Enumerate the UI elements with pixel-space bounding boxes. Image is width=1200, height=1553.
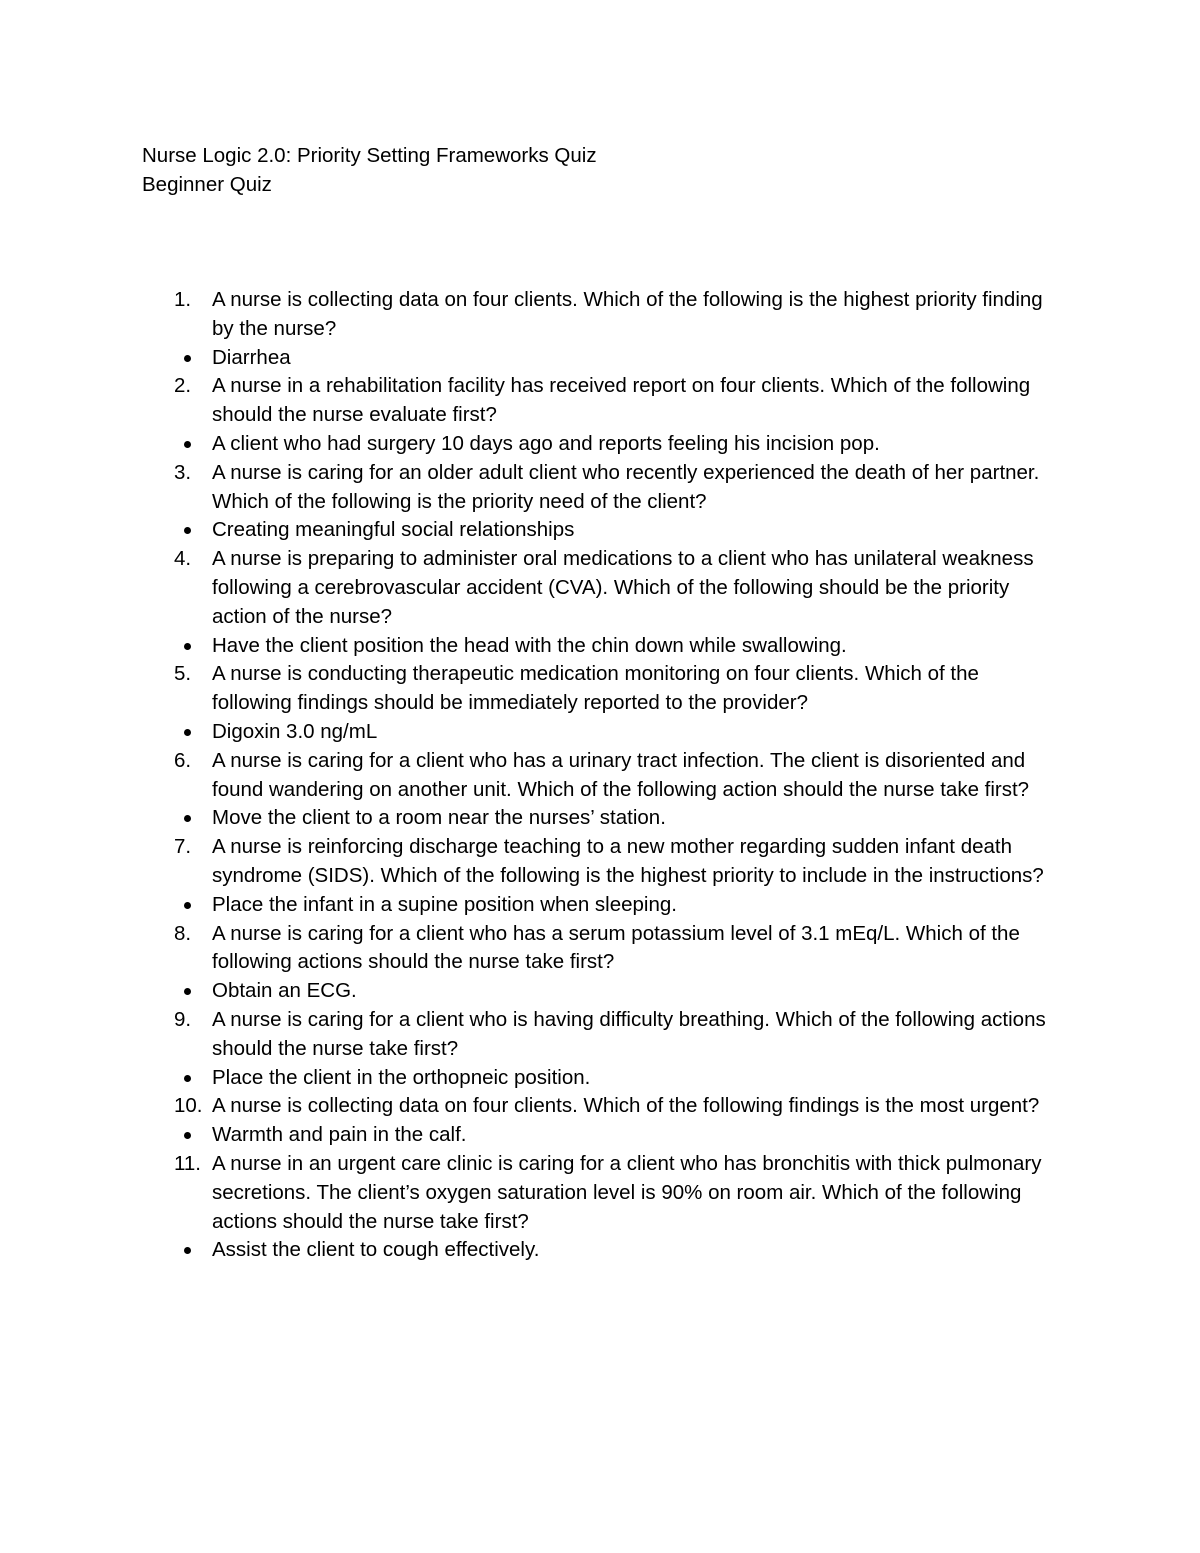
answer-text: Creating meaningful social relationships (212, 518, 575, 542)
question (142, 286, 1062, 344)
question-number: 10. (174, 1094, 203, 1118)
answer-text: Obtain an ECG. (212, 979, 357, 1003)
question-number: 4. (174, 547, 192, 571)
quiz-item-8 (142, 920, 1062, 1006)
question-text: A nurse in a rehabilitation facility has received report on four clients. Which of the following should the nurse evaluate first? (212, 374, 1031, 427)
question (142, 747, 1062, 805)
question-number: 3. (174, 460, 192, 484)
answer (142, 1236, 1062, 1265)
question-number: 5. (174, 662, 192, 686)
quiz-question-list (142, 286, 1062, 1265)
answer (142, 344, 1062, 373)
question-number: 6. (174, 748, 192, 772)
quiz-item-1 (142, 286, 1062, 372)
quiz-item-3 (142, 459, 1062, 545)
answer-text: Have the client position the head with the chin down while swallowing. (212, 633, 847, 657)
answer (142, 1064, 1062, 1093)
answer (142, 804, 1062, 833)
question-text: A nurse is caring for a client who has a serum potassium level of 3.1 mEq/L. Which of the following actions should the nurse take first? (212, 921, 1020, 974)
answer (142, 977, 1062, 1006)
answer (142, 632, 1062, 661)
question-text: A nurse is conducting therapeutic medication monitoring on four clients. Which of the following findings should be immediately reported to the provider? (212, 662, 979, 715)
answer (142, 430, 1062, 459)
quiz-item-10 (142, 1092, 1062, 1150)
question-text: A nurse is caring for an older adult client who recently experienced the death of her partner. Which of the following is the priority need of the client? (212, 460, 1040, 513)
quiz-item-6 (142, 747, 1062, 833)
answer-text: Diarrhea (212, 345, 291, 369)
question-text: A nurse in an urgent care clinic is caring for a client who has bronchitis with thick pulmonary secretions. The client’s oxygen saturation level is 90% on room air. Which of the following actions should the nurse take first? (212, 1151, 1042, 1233)
question-text: A nurse is collecting data on four clients. Which of the following is the highest priority finding by the nurse? (212, 288, 1043, 340)
answer-text: Digoxin 3.0 ng/mL (212, 719, 378, 743)
document-subtitle: Beginner Quiz (142, 173, 272, 196)
question (142, 833, 1062, 891)
answer-text: Assist the client to cough effectively. (212, 1238, 540, 1262)
quiz-item-4 (142, 545, 1062, 660)
question (142, 459, 1062, 517)
quiz-item-11 (142, 1150, 1062, 1265)
question-text: A nurse is caring for a client who is having difficulty breathing. Which of the following actions should the nurse take first? (212, 1007, 1046, 1060)
question-number: 2. (174, 374, 192, 398)
document-header (142, 141, 1102, 199)
question (142, 660, 1062, 718)
question-text: A nurse is reinforcing discharge teaching to a new mother regarding sudden infant death syndrome (SIDS). Which of the following is the highest priority to include in the instructions? (212, 835, 1044, 887)
question (142, 1006, 1062, 1064)
document-title: Nurse Logic 2.0: Priority Setting Frameworks Quiz (142, 144, 597, 167)
question-number: 11. (174, 1151, 201, 1175)
answer-text: Warmth and pain in the calf. (212, 1123, 467, 1147)
question (142, 1092, 1062, 1121)
answer (142, 718, 1062, 747)
quiz-item-2 (142, 372, 1062, 458)
quiz-item-9 (142, 1006, 1062, 1092)
quiz-item-5 (142, 660, 1062, 746)
question-number: 1. (174, 288, 192, 311)
answer (142, 1121, 1062, 1150)
question-number: 9. (174, 1007, 192, 1031)
question (142, 372, 1062, 430)
answer-text: Place the client in the orthopneic position. (212, 1065, 591, 1089)
question-number: 8. (174, 921, 192, 945)
answer-text: Place the infant in a supine position when sleeping. (212, 892, 677, 916)
quiz-item-7 (142, 833, 1062, 919)
question-text: A nurse is preparing to administer oral medications to a client who has unilateral weakness following a cerebrovascular accident (CVA). Which of the following should be the priority action of the nurse? (212, 547, 1034, 628)
question (142, 545, 1062, 631)
question-number: 7. (174, 835, 192, 859)
question-text: A nurse is caring for a client who has a urinary tract infection. The client is disoriented and found wandering on another unit. Which of the following action should the nurse take first? (212, 748, 1030, 801)
question (142, 1150, 1062, 1236)
answer-text: Move the client to a room near the nurses’ station. (212, 806, 666, 830)
answer (142, 891, 1062, 920)
question (142, 920, 1062, 978)
answer (142, 516, 1062, 545)
question-text: A nurse is collecting data on four clients. Which of the following findings is the most urgent? (212, 1094, 1040, 1118)
answer-text: A client who had surgery 10 days ago and reports feeling his incision pop. (212, 431, 880, 455)
